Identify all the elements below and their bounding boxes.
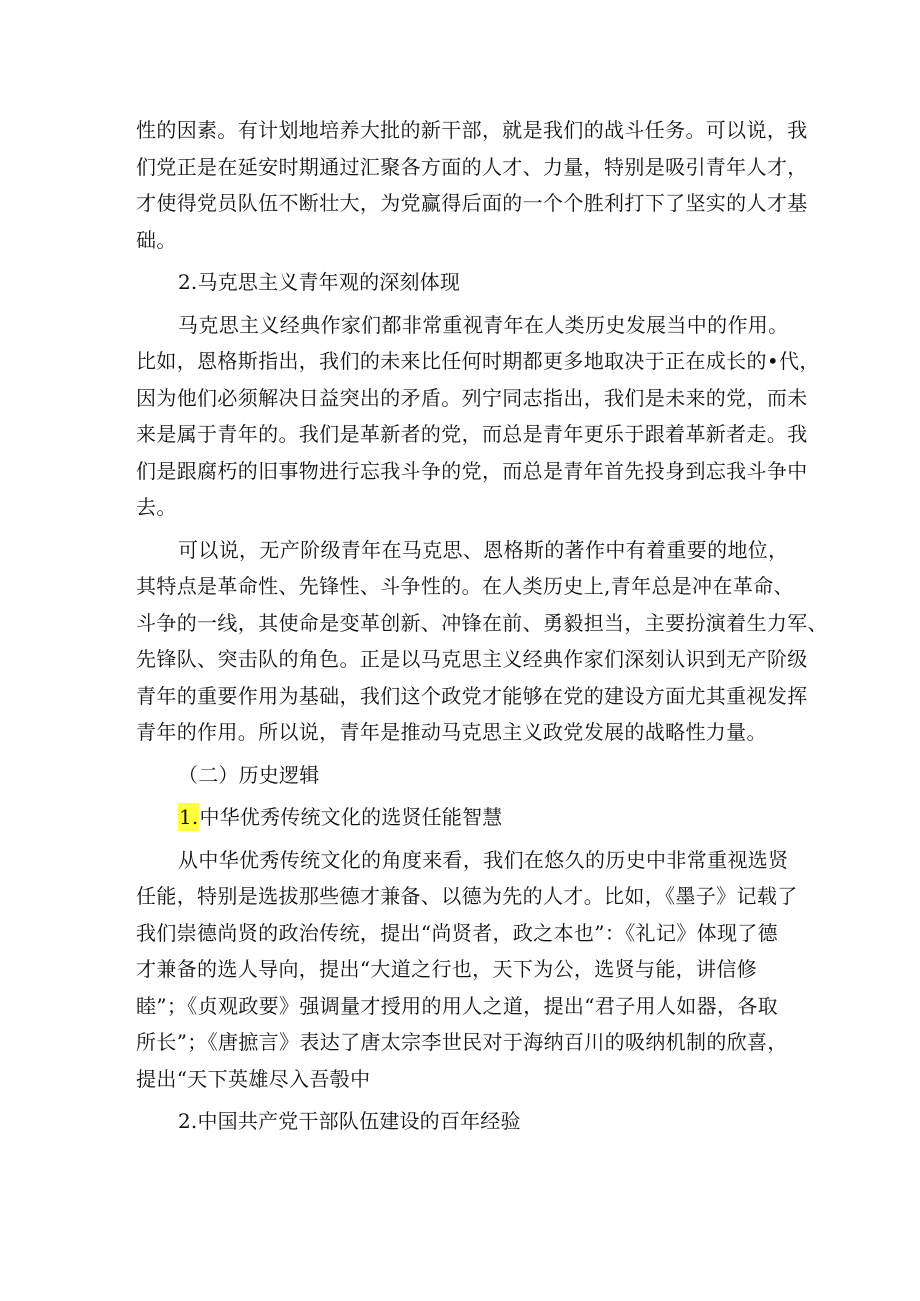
text-line: 才兼备的选人导向，提出“大道之行也，天下为公，选贤与能，讲信修 (136, 957, 758, 981)
paragraph-marxist-classics (0, 307, 920, 526)
text-line: 性的因素。有计划地培养大批的新干部，就是我们的战斗任务。可以说，我 (136, 118, 808, 142)
text-line: 们党正是在延安时期通过汇聚各方面的人才、力量，特别是吸引青年人才， (136, 154, 808, 179)
section-heading-historical-logic: （二）历史逻辑 (178, 762, 320, 787)
text-line: 斗争的一线，其使命是变革创新、冲锋在前、勇毅担当，主要扮演着生力军、 (136, 610, 828, 635)
text-line: 提出“天下英雄尽入吾彀中 (136, 1066, 371, 1091)
text-line: 从中华优秀传统文化的角度来看，我们在悠久的历史中非常重视选贤 (178, 847, 789, 872)
text-line: 我们崇德尚贤的政治传统，提出“尚贤者，政之本也”：《礼记》体现了德 (136, 920, 778, 945)
text-line: 任能，特别是选拔那些德才兼备、以德为先的人才。比如，《墨子》记载了 (136, 884, 798, 908)
text-line: 可以说，无产阶级青年在马克思、恩格斯的著作中有着重要的地位， (178, 537, 789, 562)
paragraph-cadre-training (0, 112, 920, 258)
heading-traditional-culture (0, 799, 920, 836)
text-line: 才使得党员队伍不断壮大，为党赢得后面的一个个胜利打下了坚实的人才基 (136, 191, 808, 215)
paragraph-proletarian-youth (0, 532, 920, 751)
text-line: 来是属于青年的。我们是革新者的党，而总是青年更乐于跟着革新者走。我 (136, 422, 808, 446)
heading-marxist-youth-view: 2.马克思主义青年观的深刻体现 (178, 270, 461, 294)
text-line: 其特点是革命性、先锋性、斗争性的。在人类历史上,青年总是冲在革命、 (136, 574, 794, 598)
text-line: 础。 (136, 227, 177, 252)
text-line: 睦”；《贞观政要》强调量才授用的用人之道，提出“君子用人如器，各取 (136, 993, 778, 1018)
text-line: 先锋队、突击队的角色。正是以马克思主义经典作家们深刻认识到无产阶级 (136, 647, 808, 671)
text-line: 因为他们必须解决日益突出的矛盾。列宁同志指出，我们是未来的党，而未 (136, 385, 808, 410)
text-line: 所长”；《唐摭言》表达了唐太宗李世民对于海纳百川的吸纳机制的欣喜， (136, 1030, 788, 1054)
text-line: 比如，恩格斯指出，我们的未来比任何时期都更多地取决于正在成长的•代， (136, 349, 820, 373)
text-line: 青年的作用。所以说，青年是推动马克思主义政党发展的战略性力量。 (136, 720, 767, 744)
paragraph-traditional-selection (0, 842, 920, 1098)
highlighted-number: 1. (179, 805, 199, 829)
text-line: 去。 (136, 495, 177, 519)
text-line: 马克思主义经典作家们都非常重视青年在人类历史发展当中的作用。 (178, 312, 789, 337)
heading-text: 中华优秀传统文化的选贤任能智慧 (199, 805, 503, 829)
text-line: 青年的重要作用为基础，我们这个政党才能够在党的建设方面尤其重视发挥 (136, 683, 808, 708)
text-line: 们是跟腐朽的旧事物进行忘我斗争的党，而总是青年首先投身到忘我斗争中 (136, 458, 808, 483)
heading-party-cadre-experience: 2.中国共产党干部队伍建设的百年经验 (178, 1109, 521, 1133)
